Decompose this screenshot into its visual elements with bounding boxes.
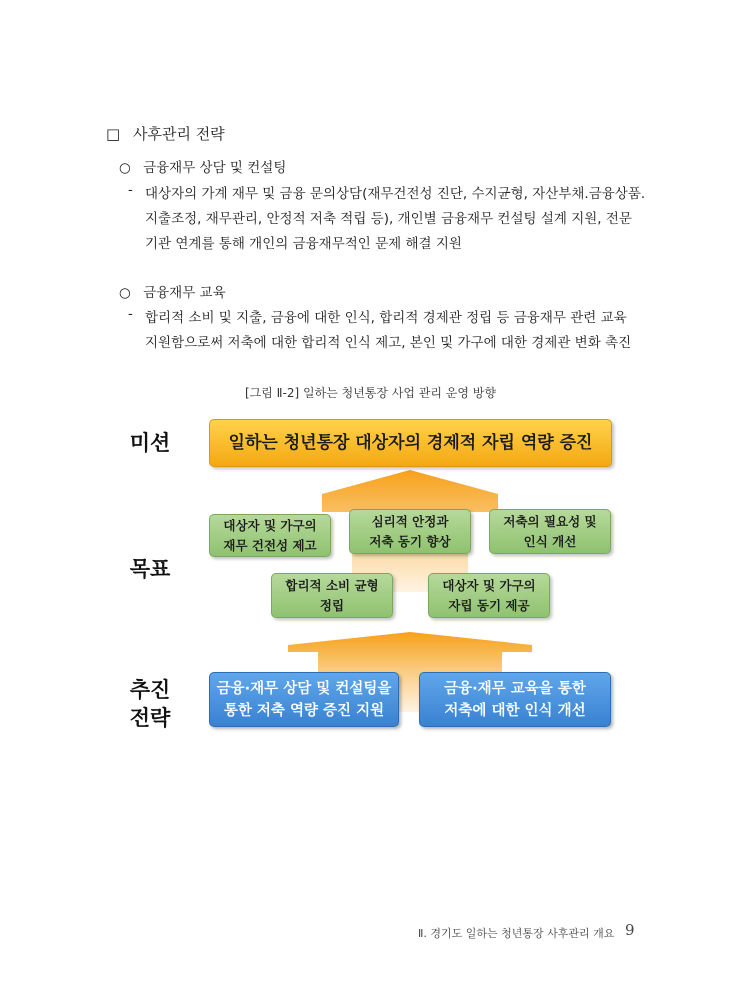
- item-2-line-1: 합리적 소비 및 지출, 금융에 대한 인식, 합리적 경제관 정립 등 금융재무 관련 교육: [145, 310, 627, 326]
- label-strategy: 추진 전략: [129, 678, 171, 730]
- item-2-line-2: 지원함으로써 저축에 대한 합리적 인식 제고, 본인 및 가구에 대한 경제관 변화 촉진: [145, 335, 632, 351]
- circle-bullet-icon: ○: [119, 285, 131, 301]
- item-1-line-2: 지출조정, 재무관리, 안정적 저축 적립 등), 개인별 금융재무 컨설팅 설계 지원, 전문: [145, 211, 632, 227]
- goal-box-4: 합리적 소비 균형 정립: [271, 573, 393, 618]
- item-1-line-3: 기관 연계를 통해 개인의 금융재무적인 문제 해결 지원: [145, 236, 462, 252]
- label-goals: 목표: [129, 557, 171, 581]
- item-2-title: 금융재무 교육: [143, 285, 226, 301]
- goal-box-5: 대상자 및 가구의 자립 동기 제공: [428, 573, 550, 618]
- footer-text: Ⅱ. 경기도 일하는 청년통장 사후관리 개요: [418, 927, 615, 940]
- dash-bullet: -: [128, 182, 133, 198]
- item-1-title: 금융재무 상담 및 컨설팅: [143, 160, 287, 176]
- item-1-line-1: 대상자의 가계 재무 및 금융 문의상담(재무건전성 진단, 수지균형, 자산부채.금융상품.: [145, 186, 646, 202]
- mission-box: 일하는 청년통장 대상자의 경제적 자립 역량 증진: [209, 419, 612, 467]
- section-title: 사후관리 전략: [132, 125, 225, 143]
- dash-bullet: -: [128, 306, 133, 322]
- label-mission: 미션: [129, 431, 171, 455]
- page-number: 9: [625, 921, 635, 939]
- goal-box-3: 저축의 필요성 및 인식 개선: [489, 509, 611, 554]
- strategy-box-1: 금융·재무 상담 및 컨설팅을 통한 저축 역량 증진 지원: [209, 672, 399, 727]
- goal-box-2: 심리적 안정과 저축 동기 향상: [349, 509, 471, 554]
- circle-bullet-icon: ○: [119, 160, 131, 176]
- goal-box-1: 대상자 및 가구의 재무 건전성 제고: [209, 514, 331, 557]
- strategy-box-2: 금융·재무 교육을 통한 저축에 대한 인식 개선: [419, 672, 611, 727]
- checkbox-icon: □: [106, 125, 121, 143]
- figure-caption: [그림 Ⅱ-2] 일하는 청년통장 사업 관리 운영 방향: [244, 386, 496, 400]
